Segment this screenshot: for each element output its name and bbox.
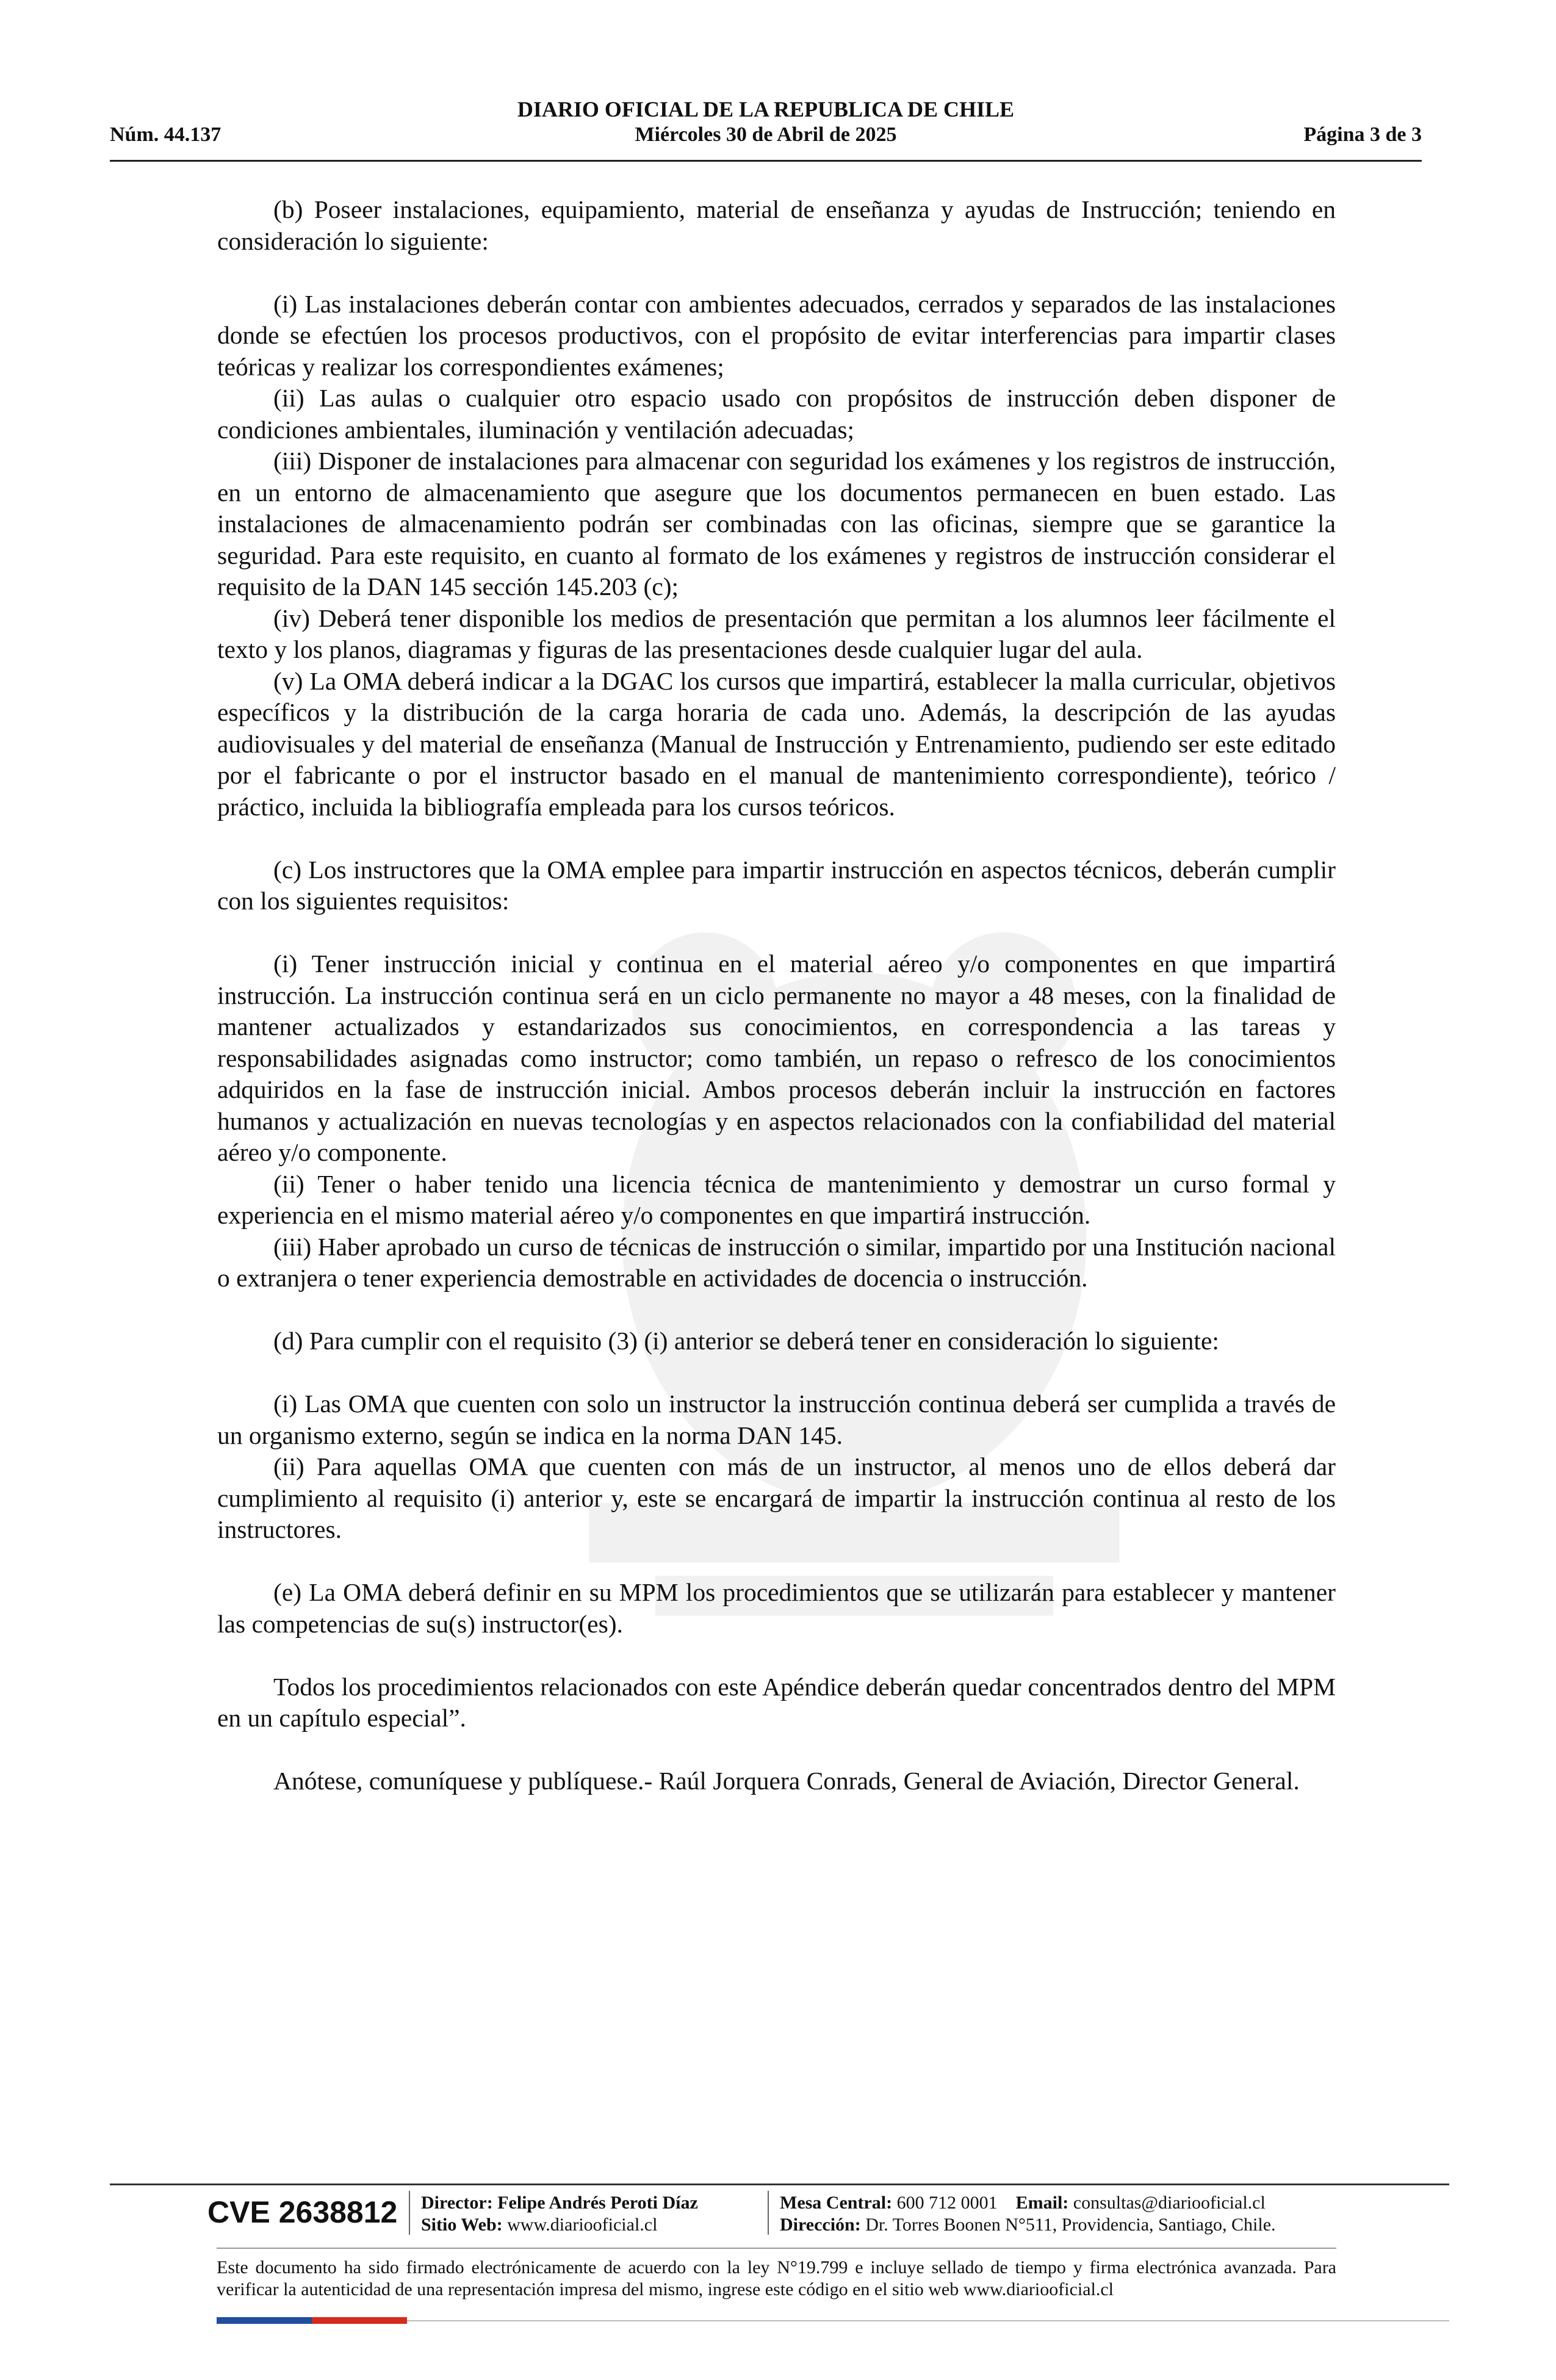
director-name: Felipe Andrés Peroti Díaz: [497, 2193, 698, 2213]
paragraph: (c) Los instructores que la OMA emplee para impartir instrucción en aspectos técnicos, deberán cumplir con los siguientes requisitos:: [217, 855, 1336, 915]
paragraph: (v) La OMA deberá indicar a la DGAC los cursos que impartirá, establecer la malla curricular, objetivos específicos y la distribución de la carga horaria de cada uno. Además, la descripción de las ayudas audiovisuales y del material de enseñanza (Manual de Instrucción y Entrenamiento, pudiendo ser este editado por el fabricante o por el instructor basado en el manual de mantenimiento correspondiente), teórico / práctico, incluida la bibliografía empleada para los cursos teóricos.: [217, 666, 1336, 821]
paragraph: (e) La OMA deberá definir en su MPM los procedimientos que se utilizarán para establecer y mantener las competencias de su(s) instructor(es).: [217, 1578, 1336, 1638]
paragraph: (iv) Deberá tener disponible los medios de presentación que permitan a los alumnos leer fácilmente el texto y los planos, diagramas y figuras de las presentaciones desde cualquier lugar del aula.: [217, 604, 1336, 663]
footer-divider: [217, 2248, 1336, 2249]
newspaper-title: DIARIO OFICIAL DE LA REPUBLICA DE CHILE: [517, 97, 1015, 121]
cve-code: CVE 2638812: [207, 2195, 398, 2229]
paragraph: (b) Poseer instalaciones, equipamiento, material de enseñanza y ayudas de Instrucción; teniendo en consideración lo siguiente:: [217, 195, 1336, 255]
email-link[interactable]: consultas@diariooficial.cl: [1073, 2193, 1266, 2213]
paragraph: (ii) Tener o haber tenido una licencia técnica de mantenimiento y demostrar un curso formal y experiencia en el mismo material aéreo y/o componentes en que impartirá instrucción.: [217, 1169, 1336, 1229]
paragraph: (i) Tener instrucción inicial y continua en el material aéreo y/o componentes en que impartirá instrucción. La instrucción continua será en un ciclo permanente no mayor a 48 meses, con la finalidad de mantener actualizados y estandarizados sus conocimientos, en correspondencia a las tareas y responsabilidades asignadas como instructor; como también, un repaso o refresco de los conocimientos adquiridos en la fase de instrucción inicial. Ambos procesos deberán incluir la instrucción en factores humanos y actualización en nuevas tecnologías y en aspectos relacionados con la confiabilidad del material aéreo y/o componente.: [217, 950, 1336, 1166]
website-link[interactable]: www.diariooficial.cl: [507, 2215, 658, 2235]
issue-number: Núm. 44.137: [110, 123, 222, 146]
paragraph: (ii) Para aquellas OMA que cuenten con más de un instructor, al menos uno de ellos deberá dar cumplimiento al requisito (i) anterior y, este se encargará de impartir la instrucción continua al resto de los instructores.: [217, 1452, 1336, 1543]
flag-blue-segment: [217, 2317, 312, 2324]
paragraph: (i) Las OMA que cuenten con solo un instructor la instrucción continua deberá ser cumplida a través de un organismo externo, según se indica en la norma DAN 145.: [217, 1390, 1336, 1449]
footer-separator: [409, 2191, 410, 2235]
footer-divider: [110, 2183, 1449, 2185]
mesa-phone: 600 712 0001: [896, 2193, 998, 2213]
page-header: [110, 93, 1422, 162]
footer-contact-column: [780, 2192, 1276, 2236]
paragraph: (d) Para cumplir con el requisito (3) (i) anterior se deberá tener en consideración lo siguiente:: [273, 1327, 1219, 1355]
website-label: Sitio Web:: [421, 2215, 503, 2235]
flag-red-segment: [312, 2317, 407, 2324]
footer-separator: [768, 2191, 769, 2235]
email-label: Email:: [1015, 2193, 1069, 2213]
paragraph: Todos los procedimientos relacionados con este Apéndice deberán quedar concentrados dentro del MPM en un capítulo especial”.: [217, 1672, 1336, 1732]
paragraph: (iii) Haber aprobado un curso de técnicas de instrucción o similar, impartido por una Institución nacional o extranjera o tener experiencia demostrable en actividades de docencia o instrucción.: [217, 1232, 1336, 1292]
paragraph: (iii) Disponer de instalaciones para almacenar con seguridad los exámenes y los registros de instrucción, en un entorno de almacenamiento que asegure que los documentos permanecen en buen estado. Las instalaciones de almacenamiento podrán ser combinadas con las oficinas, siempre que se garantice la seguridad. Para este requisito, en cuanto al formato de los exámenes y registros de instrucción considerar el requisito de la DAN 145 sección 145.203 (c);: [217, 447, 1336, 600]
address-text: Dr. Torres Boonen N°511, Providencia, Santiago, Chile.: [865, 2215, 1276, 2235]
document-body: [217, 194, 1336, 1797]
paragraph: (i) Las instalaciones deberán contar con ambientes adecuados, cerrados y separados de las instalaciones donde se efectúen los procesos productivos, con el propósito de evitar interferencias para impartir clases teóricas y realizar los correspondientes exámenes;: [217, 289, 1336, 381]
signature-paragraph: Anótese, comuníquese y publíquese.- Raúl Jorquera Conrads, General de Aviación, Director General.: [273, 1767, 1300, 1795]
page-indicator: Página 3 de 3: [1303, 123, 1422, 146]
address-label: Dirección:: [780, 2215, 861, 2235]
flag-color-bar: [217, 2317, 407, 2324]
issue-date: Miércoles 30 de Abril de 2025: [635, 123, 897, 146]
legal-notice: Este documento ha sido firmado electrónicamente de acuerdo con la ley N°19.799 e incluye sellado de tiempo y firma electrónica avanzada. Para verificar la autenticidad de una representación impresa del mismo, ingrese este código en el sitio web www.diariooficial.cl: [217, 2257, 1336, 2299]
mesa-label: Mesa Central:: [780, 2193, 893, 2213]
paragraph: (ii) Las aulas o cualquier otro espacio usado con propósitos de instrucción deben disponer de condiciones ambientales, iluminación y ventilación adecuadas;: [217, 384, 1336, 444]
footer-director-column: [421, 2192, 698, 2236]
director-label: Director:: [421, 2193, 493, 2213]
footer-bottom-rule: [407, 2320, 1449, 2321]
